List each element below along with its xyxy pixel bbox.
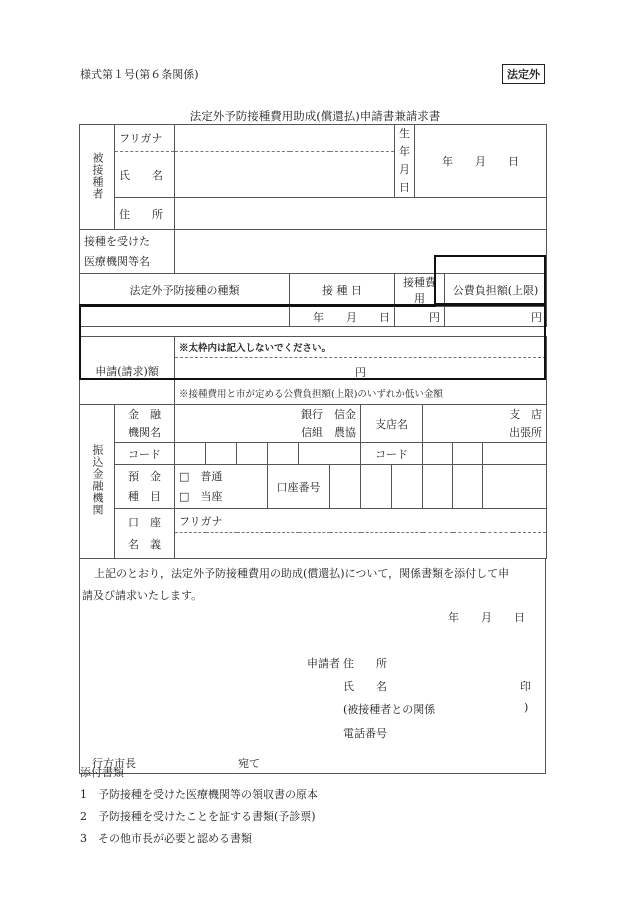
branch-types-1: 支 店 <box>509 407 543 421</box>
holder-label-1: 口 座 <box>128 515 161 529</box>
furigana-input[interactable] <box>175 125 395 152</box>
bank-code-digit[interactable] <box>268 443 299 465</box>
bank-types-1: 銀行 信金 <box>301 407 357 421</box>
seal-mark: 印 <box>520 680 531 693</box>
birth-date-format: 年 月 日 <box>442 155 519 168</box>
branch-code-label: コード <box>361 443 423 465</box>
addressee: 行方市長 <box>92 757 136 770</box>
form-number: 様式第１号(第６条関係) <box>80 68 199 81</box>
applicant-name-label: 氏 名 <box>343 680 387 693</box>
declaration-cell <box>80 559 546 774</box>
claim-amount-label: 申請(請求)額 <box>80 337 175 405</box>
relation-label: (被接種者との関係 <box>343 703 436 716</box>
bank-institution-label-2: 機関名 <box>128 425 161 439</box>
vaccination-cost-input[interactable] <box>395 307 445 327</box>
vaccination-date-format: 年 月 日 <box>313 310 390 324</box>
vaccination-date-input[interactable] <box>290 307 395 327</box>
holder-furigana-label: フリガナ <box>179 514 223 528</box>
institution-input[interactable] <box>175 230 547 274</box>
institution-label-2: 医療機関等名 <box>84 254 150 268</box>
holder-furigana-input[interactable] <box>175 509 547 533</box>
account-number-digit[interactable] <box>423 465 453 509</box>
subsidy-unit: 円 <box>531 310 542 324</box>
bank-institution-label <box>115 405 175 443</box>
attachment-item: 3 その他市長が必要と認める書類 <box>80 832 252 845</box>
address-input[interactable] <box>175 198 547 230</box>
branch-code-digit[interactable] <box>483 443 547 465</box>
recipient-table <box>79 124 547 405</box>
account-number-digit[interactable] <box>453 465 483 509</box>
institution-label <box>80 230 175 274</box>
vaccination-cost-header: 接種費用 <box>395 274 445 307</box>
branch-code-digit[interactable] <box>423 443 453 465</box>
birth-date-input[interactable] <box>415 125 547 198</box>
account-number-digit[interactable] <box>392 465 423 509</box>
bank-table <box>79 404 547 559</box>
relation-close: ) <box>524 701 529 714</box>
name-label: 氏 名 <box>115 152 175 198</box>
deposit-type-label <box>115 465 175 509</box>
addressee-suffix: 宛て <box>238 757 260 770</box>
vaccine-type-input[interactable] <box>80 307 290 327</box>
bank-section-label: 振込金融機関 <box>80 405 115 559</box>
birth-label-2: 月日 <box>399 163 410 194</box>
claim-note-bottom: ※接種費用と市が定める公費負担額(上限)のいずれか低い金額 <box>179 389 443 400</box>
claim-amount-cell <box>175 337 547 405</box>
branch-code-digit[interactable] <box>453 443 483 465</box>
claim-unit: 円 <box>355 366 366 379</box>
bank-code-digit[interactable] <box>206 443 237 465</box>
birth-label-1: 生年 <box>399 127 410 158</box>
attachment-item: 2 予防接種を受けたことを証する書類(予診票) <box>80 810 316 823</box>
deposit-option-ordinary[interactable]: □ 普通 <box>179 469 223 483</box>
attachment-item: 1 予防接種を受けた医療機関等の領収書の原本 <box>80 788 318 801</box>
address-label: 住 所 <box>115 198 175 230</box>
phone-label: 電話番号 <box>343 727 387 740</box>
declaration-date[interactable]: 年 月 日 <box>448 611 525 624</box>
declaration-table <box>79 558 546 774</box>
branch-name-input[interactable] <box>423 405 547 443</box>
name-input[interactable] <box>175 152 395 198</box>
application-form <box>79 124 546 774</box>
institution-label-1: 接種を受けた <box>84 234 150 248</box>
account-holder-label <box>115 509 175 559</box>
declaration-text-2: 請及び請求いたします。 <box>82 589 203 602</box>
recipient-section-label: 被接種者 <box>80 125 115 230</box>
bank-code-digit[interactable] <box>299 443 361 465</box>
vaccine-type-header: 法定外予防接種の種類 <box>80 274 290 307</box>
bank-code-digit[interactable] <box>237 443 268 465</box>
subsidy-value <box>445 307 547 327</box>
page-title: 法定外予防接種費用助成(償還払)申請書兼請求書 <box>189 109 441 123</box>
attachments-title: 添付書類 <box>80 766 124 779</box>
declaration-text-1: 上記のとおり，法定外予防接種費用の助成(償還払)について，関係書類を添付して申 <box>94 567 510 580</box>
branch-types-2: 出張所 <box>509 425 543 439</box>
applicant-address-label: 住 所 <box>343 657 387 670</box>
bank-types-2: 信組 農協 <box>301 425 357 439</box>
furigana-label: フリガナ <box>115 125 175 152</box>
account-number-digit[interactable] <box>330 465 361 509</box>
bank-institution-label-1: 金 融 <box>128 407 161 421</box>
deposit-option-current[interactable]: □ 当座 <box>179 489 223 503</box>
bank-code-label: コード <box>115 443 175 465</box>
cost-unit: 円 <box>429 310 440 324</box>
attachments <box>80 762 318 850</box>
deposit-label-2: 種 目 <box>128 489 161 503</box>
applicant-label: 申請者 <box>307 657 340 670</box>
claim-note-top: ※太枠内は記入しないでください。 <box>175 337 546 358</box>
deposit-type-options <box>175 465 268 509</box>
bank-code-digit[interactable] <box>175 443 206 465</box>
deposit-label-1: 預 金 <box>128 469 161 483</box>
holder-name-input[interactable] <box>175 533 547 559</box>
account-number-digit[interactable] <box>483 465 547 509</box>
account-number-digit[interactable] <box>361 465 392 509</box>
account-number-label: 口座番号 <box>268 465 330 509</box>
holder-label-2: 名 義 <box>128 537 161 551</box>
birth-label-cell <box>395 125 415 198</box>
bank-name-input[interactable] <box>175 405 361 443</box>
subsidy-header: 公費負担額(上限) <box>445 274 547 307</box>
branch-label: 支店名 <box>361 405 423 443</box>
legal-status-badge: 法定外 <box>502 64 545 84</box>
vaccination-date-header: 接 種 日 <box>290 274 395 307</box>
